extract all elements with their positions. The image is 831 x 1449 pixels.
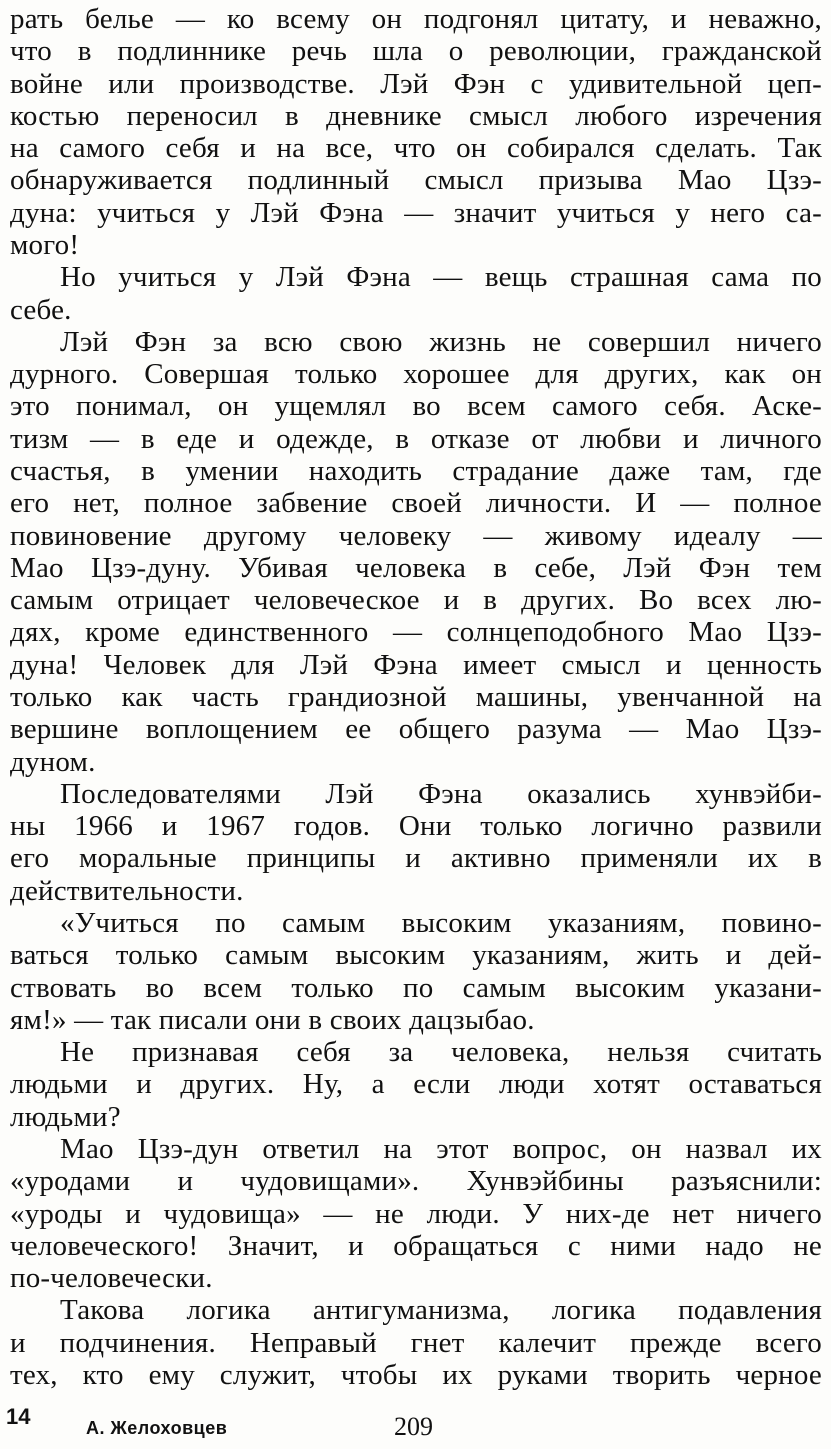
text-line: тех, кто ему служит, чтобы их руками творить черное [10, 1359, 822, 1391]
text-line: самым отрицает человеческое и в других. Во всех лю- [10, 584, 822, 616]
text-line: что в подлиннике речь шла о революции, гражданской [10, 35, 822, 67]
text-line: Такова логика антигуманизма, логика подавления [60, 1294, 822, 1326]
text-line: и подчинения. Неправый гнет калечит прежде всего [10, 1327, 822, 1359]
text-line: себе. [10, 294, 72, 326]
author-name: А. Желоховцев [86, 1418, 228, 1438]
text-line: ствовать во всем только по самым высоким указани- [10, 972, 822, 1004]
text-line: по-человечески. [10, 1262, 213, 1294]
text-line: людьми? [10, 1101, 121, 1133]
text-line: «уродами и чудовищами». Хунвэйбины разъяснили: [10, 1165, 822, 1197]
text-line: на самого себя и на все, что он собирался сделать. Так [10, 132, 822, 164]
text-line: тизм — в еде и одежде, в отказе от любви и личного [10, 423, 822, 455]
text-line: людьми и других. Ну, а если люди хотят оставаться [10, 1068, 822, 1100]
text-line: дуна: учиться у Лэй Фэна — значит учиться у него са- [10, 197, 822, 229]
text-line: его нет, полное забвение своей личности. И — полное [10, 487, 822, 519]
text-line: Последователями Лэй Фэна оказались хунвэйби- [60, 778, 822, 810]
text-line: ны 1966 и 1967 годов. Они только логично развили [10, 810, 822, 842]
text-line: вершине воплощением ее общего разума — Мао Цзэ- [10, 713, 822, 745]
signature-mark: 14 [6, 1404, 31, 1429]
text-line: дуном. [10, 746, 96, 778]
text-line: ваться только самым высоким указаниям, жить и дей- [10, 939, 822, 971]
text-line: Мао Цзэ-дуну. Убивая человека в себе, Лэй Фэн тем [10, 552, 822, 584]
page-footer [0, 1398, 831, 1448]
text-line: обнаруживается подлинный смысл призыва Мао Цзэ- [10, 164, 822, 196]
page-number: 209 [394, 1412, 433, 1441]
text-line: Лэй Фэн за всю свою жизнь не совершил ничего [60, 326, 822, 358]
text-line: счастья, в умении находить страдание даже там, где [10, 455, 822, 487]
text-line: это понимал, он ущемлял во всем самого себя. Аске- [10, 390, 822, 422]
text-line: Но учиться у Лэй Фэна — вещь страшная сама по [60, 261, 822, 293]
text-line: только как часть грандиозной машины, увенчанной на [10, 681, 822, 713]
text-line: Не признавая себя за человека, нельзя считать [60, 1036, 822, 1068]
text-line: действительности. [10, 875, 244, 907]
text-line: «уроды и чудовища» — не люди. У них-де нет ничего [10, 1198, 822, 1230]
text-line: мого! [10, 229, 80, 261]
text-line: Мао Цзэ-дун ответил на этот вопрос, он назвал их [60, 1133, 822, 1165]
text-line: дурного. Совершая только хорошее для других, как он [10, 358, 822, 390]
text-line: дуна! Человек для Лэй Фэна имеет смысл и ценность [10, 649, 822, 681]
text-line: «Учиться по самым высоким указаниям, повино- [60, 907, 822, 939]
text-line: костью переносил в дневнике смысл любого изречения [10, 100, 822, 132]
text-line: человеческого! Значит, и обращаться с ними надо не [10, 1230, 822, 1262]
text-line: его моральные принципы и активно применяли их в [10, 842, 822, 874]
text-line: ям!» — так писали они в своих дацзыбао. [10, 1004, 535, 1036]
text-line: войне или производстве. Лэй Фэн с удивительной цеп- [10, 68, 822, 100]
text-line: повиновение другому человеку — живому идеалу — [10, 520, 822, 552]
text-line: дях, кроме единственного — солнцеподобного Мао Цзэ- [10, 616, 822, 648]
text-line: рать белье — ко всему он подгонял цитату, и неважно, [10, 3, 822, 35]
